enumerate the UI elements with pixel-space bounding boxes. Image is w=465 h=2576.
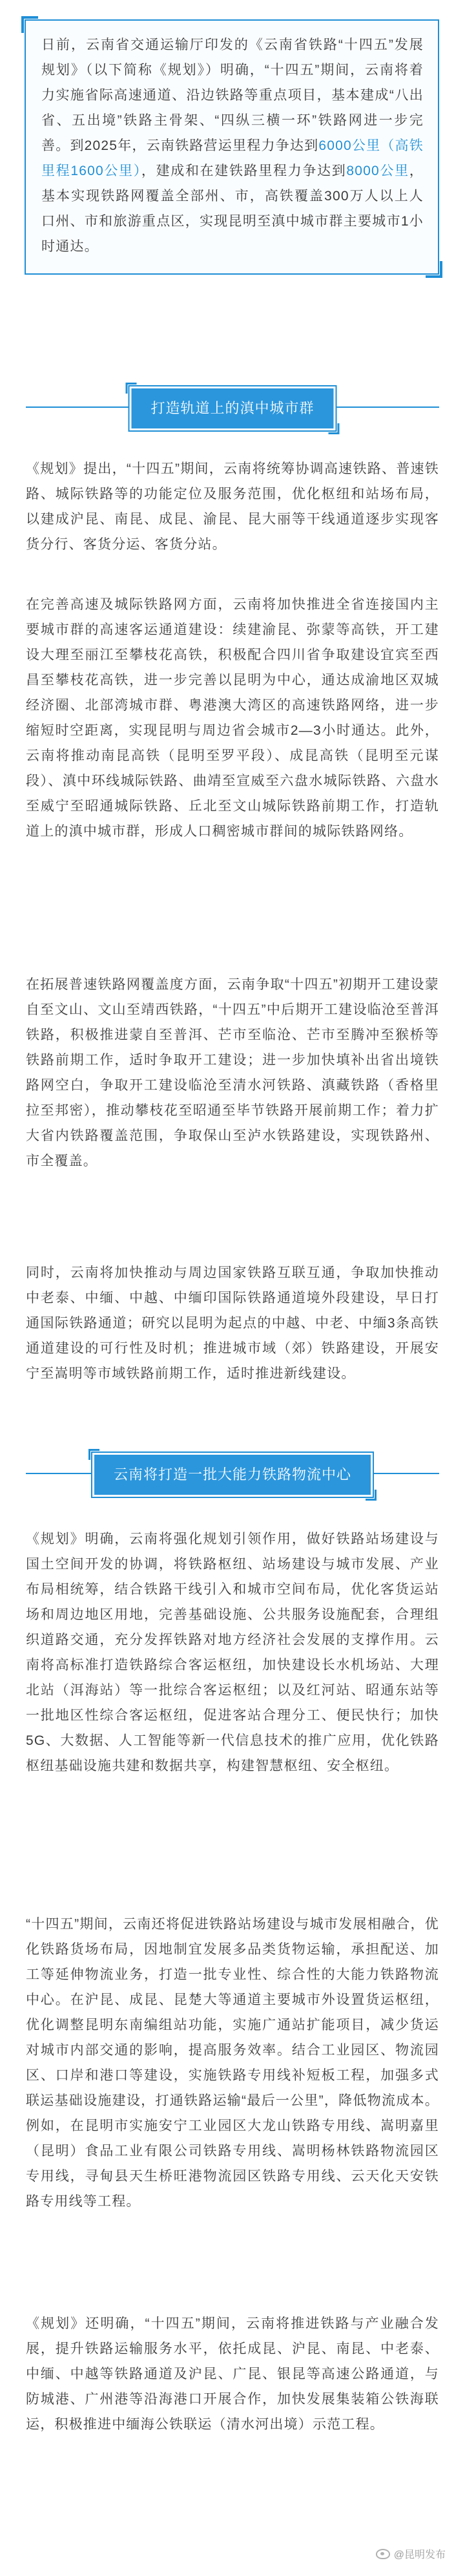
watermark-text: @昆明发布 — [393, 2550, 446, 2560]
section-1-paragraph-4 — [26, 1260, 439, 1386]
section-1-header — [0, 381, 465, 433]
paragraph-text: 《规划》还明确，“十四五”期间，云南将推进铁路与产业融合发展，提升铁路运输服务水平，依托成昆、沪昆、南昆、中老泰、中缅、中越等铁路通道及沪昆、广昆、银昆等高速公路通道，与防城港、广州港等沿海港口开展合作，加快发展集装箱公铁海联运，积极推进中缅海公铁联运（清水河出境）示范工程。 — [26, 2316, 439, 2432]
section-2-title: 云南将打造一批大能力铁路物流中心 — [92, 1453, 373, 1497]
intro-highlight-2: 8000公里 — [346, 164, 409, 178]
intro-text-2: ，建成和在建铁路里程力争达到 — [141, 164, 347, 178]
intro-box — [25, 19, 439, 275]
intro-paragraph — [41, 32, 424, 259]
section-1-paragraph-3 — [26, 972, 439, 1174]
paragraph-text: 《规划》提出，“十四五”期间，云南将统筹协调高速铁路、普速铁路、城际铁路等的功能定位及服务范围，优化枢纽和站场布局，以建成沪昆、南昆、成昆、渝昆、昆大丽等干线通道逐步实现客货分行、客货分运、客货分站。 — [26, 461, 439, 552]
intro-highlight-1: 6000公里（高铁里程1600公里） — [41, 138, 424, 178]
paragraph-text: 在完善高速及城际铁路网方面，云南将加快推进全省连接国内主要城市群的高速客运通道建设：续建渝昆、弥蒙等高铁，开工建设大理至丽江至攀枝花高铁，积极配合四川省争取建设宜宾至西昌至攀枝花高铁，进一步完善以昆明为中心，通达成渝地区双城经济圈、北部湾城市群、粤港澳大湾区的高速铁路网络，进一步缩短时空距离，实现昆明与周边省会城市2—3小时通达。此外，云南将推动南昆高铁（昆明至罗平段）、成昆高铁（昆明至元谋段）、滇中环线城际铁路、曲靖至宣威至六盘水城际铁路、六盘水至威宁至昭通城际铁路、丘北至文山城际铁路前期工作，打造轨道上的滇中城市群，形成人口稠密城市群间的城际铁路网络。 — [26, 597, 439, 839]
section-2-paragraph-3 — [26, 2311, 439, 2437]
section-1-title: 打造轨道上的滇中城市群 — [129, 386, 335, 430]
section-2-paragraph-1 — [26, 1526, 439, 1779]
intro-text-3: ，基本实现铁路网覆盖全部州、市，高铁覆盖300万人以上人口州、市和旅游重点区，实现昆明至滇中城市群主要城市1小时通达。 — [41, 164, 424, 254]
intro-text-1: 日前，云南省交通运输厅印发的《云南省铁路“十四五”发展规划》（以下简称《规划》）明确，“十四五”期间，云南将着力实施省际高速通道、沿边铁路等重点项目，基本建成“八出省、五出境”铁路主骨架、“四纵三横一环”铁路网进一步完善。到2025年，云南铁路营运里程力争达到 — [41, 37, 424, 153]
paragraph-text: 《规划》明确，云南将强化规划引领作用，做好铁路站场建设与国土空间开发的协调，将铁路枢纽、站场建设与城市发展、产业布局相统筹，结合铁路干线引入和城市空间布局，优化客货运站场和周边地区用地，完善基础设施、公共服务设施配套，合理组织道路交通，充分发挥铁路对地方经济社会发展的支撑作用。云南将高标准打造铁路综合客运枢纽，加快建设长水机场站、大理北站（洱海站）等一批综合客运枢纽；以及红河站、昭通东站等一批地区性综合客运枢纽，促进客站合理分工、便民快行；加快5G、大数据、人工智能等新一代信息技术的推广应用，优化铁路枢纽基础设施共建和数据共享，构建智慧枢纽、安全枢纽。 — [26, 1532, 439, 1773]
paragraph-text: “十四五”期间，云南还将促进铁路站场建设与城市发展相融合，优化铁路货场布局，因地制宜发展多品类货物运输，承担配送、加工等延伸物流业务，打造一批专业性、综合性的大能力铁路物流中心。在沪昆、成昆、昆楚大等通道主要城市外设置货运枢纽，优化调整昆明东南编组站功能，实施广通站扩能项目，减少货运对城市内部交通的影响，提高服务效率。结合工业园区、物流园区、口岸和港口等建设，实施铁路专用线补短板工程，加强多式联运基础设施建设，打通铁路运输“最后一公里”，降低物流成本。例如，在昆明市实施安宁工业园区大龙山铁路专用线、嵩明嘉里（昆明）食品工业有限公司铁路专用线、嵩明杨林铁路物流园区专用线，寻甸县天生桥旺港物流园区铁路专用线、云天化天安铁路专用线等工程。 — [26, 1917, 439, 2209]
section-2-paragraph-2 — [26, 1912, 439, 2214]
watermark — [376, 2546, 446, 2561]
section-2-header — [0, 1448, 465, 1499]
section-1-paragraph-1 — [26, 456, 439, 557]
paragraph-text: 同时，云南将加快推动与周边国家铁路互联互通，争取加快推动中老泰、中缅、中越、中缅印国际铁路通道境外段建设，早日打通国际铁路通道；研究以昆明为起点的中越、中老、中缅3条高铁通道建设的可行性及时机；推进城市域（郊）铁路建设，开展安宁至嵩明等市域铁路前期工作，适时推进新线建设。 — [26, 1265, 439, 1381]
paragraph-text: 在拓展普速铁路网覆盖度方面，云南争取“十四五”初期开工建设蒙自至文山、文山至靖西铁路，“十四五”中后期开工建设临沧至普洱铁路，积极推进蒙自至普洱、芒市至临沧、芒市至腾冲至猴桥等铁路前期工作，适时争取开工建设；进一步加快填补出省出境铁路网空白，争取开工建设临沧至清水河铁路、滇藏铁路（香格里拉至邦密），推动攀枝花至昭通至毕节铁路开展前期工作；着力扩大省内铁路覆盖范围，争取保山至泸水铁路建设，实现铁路州、市全覆盖。 — [26, 977, 439, 1168]
section-1-paragraph-2 — [26, 592, 439, 844]
weibo-icon — [376, 2549, 390, 2559]
